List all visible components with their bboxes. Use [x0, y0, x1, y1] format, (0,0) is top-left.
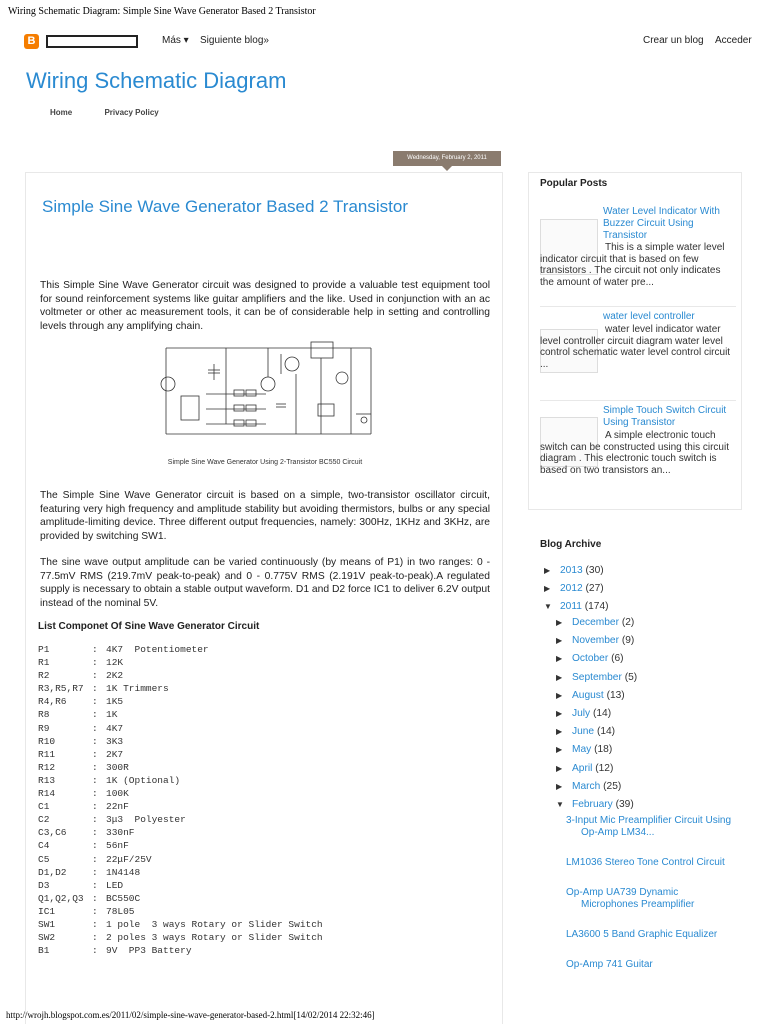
part-value: BC550C	[106, 892, 141, 904]
part-row	[38, 892, 323, 905]
create-blog-link[interactable]: Crear un blog	[643, 35, 704, 46]
part-value: 3μ3 Polyester	[106, 814, 186, 826]
part-row	[38, 879, 323, 892]
popular-post-item	[540, 405, 735, 505]
expand-triangle-icon[interactable]: ▶	[556, 636, 563, 646]
part-ref: R11	[38, 748, 56, 760]
archive-month-november[interactable]	[556, 635, 634, 646]
archive-month-link[interactable]: May	[572, 744, 592, 756]
archive-year-2013[interactable]	[544, 565, 604, 576]
part-value: 2 poles 3 ways Rotary or Slider Switch	[106, 932, 323, 944]
part-separator: :	[92, 644, 98, 655]
part-value: 22μF/25V	[106, 853, 152, 865]
part-value: 1K	[106, 709, 118, 721]
part-ref: C2	[38, 814, 50, 826]
archive-month-june[interactable]	[556, 726, 615, 737]
archive-month-april[interactable]	[556, 763, 613, 774]
part-ref: SW2	[38, 932, 56, 944]
part-ref: Q1,Q2,Q3	[38, 892, 84, 904]
popular-post-title[interactable]: water level controller	[603, 311, 695, 322]
part-row	[38, 839, 323, 852]
archive-month-link[interactable]: November	[572, 635, 619, 647]
part-value: 1K Trimmers	[106, 683, 169, 695]
archive-month-july[interactable]	[556, 708, 611, 719]
part-ref: R8	[38, 709, 50, 721]
part-ref: C3,C6	[38, 827, 67, 839]
part-ref: R4,R6	[38, 696, 67, 708]
expand-triangle-icon[interactable]: ▶	[556, 763, 563, 773]
part-ref: R13	[38, 774, 56, 786]
part-separator: :	[92, 918, 98, 930]
part-separator: :	[92, 788, 98, 800]
part-ref: P1	[38, 644, 50, 655]
archive-month-link[interactable]: April	[572, 762, 593, 774]
part-value: 300R	[106, 761, 129, 773]
part-ref: SW1	[38, 918, 56, 930]
part-ref: IC1	[38, 905, 56, 917]
archive-month-september[interactable]	[556, 672, 637, 683]
archive-year-link[interactable]: 2013	[560, 565, 583, 576]
part-ref: C4	[38, 840, 50, 852]
archive-post-link[interactable]: LM1036 Stereo Tone Control Circuit	[566, 857, 725, 868]
expand-triangle-icon[interactable]: ▶	[556, 690, 563, 700]
popular-post-snippet: This is a simple water level indicator circuit that is based on few transistors . The circuit not only indicates the amount of water pre...	[540, 242, 725, 288]
part-separator: :	[92, 748, 98, 760]
part-separator: :	[92, 892, 98, 904]
popular-post-title[interactable]: Water Level Indicator With Buzzer Circuit Using Transistor	[603, 206, 720, 241]
expand-triangle-icon[interactable]: ▶	[556, 781, 563, 791]
page-tabs	[50, 108, 189, 117]
archive-count: (30)	[585, 565, 604, 576]
part-value: 1K5	[106, 696, 124, 708]
archive-month-link[interactable]: October	[572, 653, 609, 665]
archive-month-link[interactable]: July	[572, 708, 591, 719]
post-paragraph-output: The sine wave output amplitude can be varied continuously (by means of P1) in two ranges: 0 - 77.5mV RMS (219.7mV peak-to-peak) and 0 - 0.775V RMS (2.191V peak-to-peak).A regulated supply is necessary to obtain a stable output waveform. D1 and D2 force IC1 to deliver 6.2V output instead of the nominal 5V.	[40, 557, 490, 609]
part-separator: :	[92, 945, 98, 957]
part-row	[38, 735, 323, 748]
popular-post-item	[540, 205, 735, 301]
post-date-badge: Wednesday, February 2, 2011	[393, 151, 501, 166]
part-value: 330nF	[106, 827, 135, 839]
part-value: 2K2	[106, 670, 124, 682]
part-row	[38, 682, 323, 695]
part-value: 56nF	[106, 840, 129, 852]
part-value: 22nF	[106, 801, 129, 813]
expand-triangle-icon[interactable]: ▶	[556, 745, 563, 755]
parts-list-heading: List Componet Of Sine Wave Generator Circuit	[38, 621, 260, 632]
popular-post-item	[540, 311, 735, 397]
part-ref: C1	[38, 801, 50, 813]
date-badge-arrow	[442, 166, 452, 171]
blogger-logo-icon[interactable]: B	[24, 34, 39, 49]
popular-post-title[interactable]: Simple Touch Switch Circuit Using Transistor	[603, 405, 727, 428]
part-value: 3K3	[106, 735, 124, 747]
popular-posts-heading: Popular Posts	[540, 178, 608, 189]
part-row	[38, 944, 323, 957]
blog-title[interactable]: Wiring Schematic Diagram	[26, 68, 287, 93]
browser-page-title: Wiring Schematic Diagram: Simple Sine Wave Generator Based 2 Transistor	[8, 6, 316, 17]
part-row	[38, 656, 323, 669]
part-row	[38, 905, 323, 918]
popular-post-divider	[540, 400, 736, 401]
part-value: 1N4148	[106, 866, 141, 878]
archive-count: (14)	[592, 708, 612, 719]
part-value: 4K7	[106, 722, 124, 734]
archive-count: (12)	[595, 762, 614, 774]
part-row	[38, 931, 323, 944]
archive-post-link[interactable]: LA3600 5 Band Graphic Equalizer	[566, 929, 718, 940]
post-paragraph-intro: This Simple Sine Wave Generator circuit was designed to provide a valuable test equipment tool for sound reinforcement systems like guitar amplifiers and the like. Used in conjunction with an ac voltmeter or other ac measurement tools, it can be of considerable help in setting and controlling levels through any amplifying chain.	[40, 280, 490, 332]
popular-post-snippet: A simple electronic touch switch can be constructed using this circuit diagram . This electronic touch switch is based on two transistors an...	[540, 430, 729, 476]
part-value: 100K	[106, 788, 129, 800]
part-row	[38, 695, 323, 708]
part-row	[38, 748, 323, 761]
part-row	[38, 787, 323, 800]
part-separator: :	[92, 696, 98, 708]
part-separator: :	[92, 774, 98, 786]
archive-year-2011[interactable]	[544, 601, 609, 612]
post-title[interactable]: Simple Sine Wave Generator Based 2 Transistor	[42, 197, 408, 216]
part-separator: :	[92, 814, 98, 826]
archive-month-link[interactable]: September	[572, 671, 622, 683]
part-separator: :	[92, 827, 98, 839]
part-row	[38, 826, 323, 839]
archive-month-link[interactable]: June	[572, 726, 595, 738]
archive-count: (14)	[596, 726, 616, 738]
part-separator: :	[92, 853, 98, 865]
post-paragraph-description: The Simple Sine Wave Generator circuit is based on a simple, two-transistor oscillator circuit, featuring very high frequency and amplitude stability but avoiding thermistors, bulbs or any special amplitude-limiting device. Three different output frequencies, namely: 300Hz, 1KHz and 3KHz, are provided by switching SW1.	[40, 490, 490, 542]
part-row	[38, 866, 323, 879]
archive-month-link[interactable]: December	[572, 617, 619, 628]
archive-count: (6)	[611, 653, 624, 665]
blogger-navbar	[0, 30, 768, 54]
archive-count: (13)	[606, 689, 625, 701]
part-row	[38, 774, 323, 787]
part-ref: R3,R5,R7	[38, 683, 84, 695]
tab-privacy-policy[interactable]: Privacy Policy	[104, 108, 159, 117]
part-value: LED	[106, 879, 124, 891]
part-separator: :	[92, 657, 98, 669]
part-ref: R2	[38, 670, 50, 682]
archive-count: (174)	[584, 601, 609, 612]
part-row	[38, 800, 323, 813]
navbar-search-input[interactable]	[46, 35, 138, 48]
part-ref: R1	[38, 657, 50, 669]
part-separator: :	[92, 905, 98, 917]
popular-post-snippet: water level indicator water level controller circuit diagram water level control schematic water level control circuit ...	[540, 324, 731, 370]
part-value: 1K (Optional)	[106, 774, 181, 786]
part-value: 1 pole 3 ways Rotary or Slider Switch	[106, 918, 323, 930]
tab-home[interactable]: Home	[50, 108, 73, 117]
part-value: 2K7	[106, 748, 124, 760]
expand-triangle-icon[interactable]: ▶	[544, 566, 551, 575]
archive-count: (27)	[585, 583, 604, 594]
part-ref: R9	[38, 722, 50, 734]
expand-triangle-icon[interactable]: ▶	[556, 727, 563, 737]
part-ref: R14	[38, 788, 56, 800]
expand-triangle-icon[interactable]: ▶	[556, 618, 563, 627]
archive-post-link[interactable]: 3-Input Mic Preamplifier Circuit Using Op-Amp LM34...	[566, 815, 732, 838]
expand-triangle-icon[interactable]: ▶	[556, 672, 563, 682]
archive-month-february[interactable]	[556, 799, 634, 810]
part-row	[38, 853, 323, 866]
part-value: 12K	[106, 657, 124, 669]
archive-month-august[interactable]	[556, 690, 625, 701]
part-ref: B1	[38, 945, 50, 957]
part-separator: :	[92, 840, 98, 852]
sign-in-link[interactable]: Acceder	[715, 35, 752, 46]
part-separator: :	[92, 709, 98, 721]
part-separator: :	[92, 722, 98, 734]
archive-count: (9)	[621, 635, 635, 647]
archive-post-link[interactable]: Op-Amp UA739 Dynamic Microphones Preamplifier	[566, 887, 695, 910]
part-separator: :	[92, 801, 98, 813]
part-separator: :	[92, 735, 98, 747]
archive-count: (2)	[621, 617, 635, 628]
expand-triangle-icon[interactable]: ▶	[556, 709, 563, 718]
part-row	[38, 708, 323, 721]
expand-triangle-icon[interactable]: ▶	[556, 654, 563, 664]
part-value: 9V PP3 Battery	[106, 945, 192, 957]
collapse-triangle-icon[interactable]: ▼	[556, 800, 564, 809]
schematic-caption: Simple Sine Wave Generator Using 2-Transistor BC550 Circuit	[167, 459, 363, 466]
popular-post-divider	[540, 306, 736, 307]
part-row	[38, 813, 323, 826]
archive-month-link[interactable]: February	[572, 799, 613, 810]
part-separator: :	[92, 683, 98, 695]
parts-list	[38, 643, 323, 957]
more-menu-button[interactable]: Más ▾	[162, 35, 189, 46]
next-blog-link[interactable]: Siguiente blog»	[200, 35, 269, 46]
blog-archive-heading: Blog Archive	[540, 539, 602, 550]
archive-post-link[interactable]: Op-Amp 741 Guitar	[566, 959, 653, 970]
part-ref: C5	[38, 853, 50, 865]
part-value: 4K7 Potentiometer	[106, 644, 209, 655]
circuit-schematic-image[interactable]	[146, 334, 382, 456]
part-separator: :	[92, 670, 98, 682]
archive-count: (39)	[615, 799, 634, 810]
archive-year-2012[interactable]	[544, 583, 604, 594]
archive-year-link[interactable]: 2012	[560, 583, 583, 594]
part-ref: R12	[38, 761, 56, 773]
part-row	[38, 669, 323, 682]
part-separator: :	[92, 932, 98, 944]
part-ref: D3	[38, 879, 50, 891]
part-separator: :	[92, 866, 98, 878]
archive-count: (5)	[624, 671, 638, 683]
archive-month-may[interactable]	[556, 744, 612, 755]
part-row	[38, 722, 323, 735]
part-separator: :	[92, 761, 98, 773]
archive-month-link[interactable]: August	[572, 689, 604, 701]
archive-month-october[interactable]	[556, 653, 624, 664]
archive-month-december[interactable]	[556, 617, 634, 628]
archive-count: (18)	[594, 744, 613, 756]
part-separator: :	[92, 879, 98, 891]
part-row	[38, 761, 323, 774]
collapse-triangle-icon[interactable]: ▼	[544, 602, 552, 611]
part-row	[38, 918, 323, 931]
footer-url: http://wrojh.blogspot.com.es/2011/02/simple-sine-wave-generator-based-2.html[14/02/2014 22:32:46]	[6, 1010, 375, 1020]
part-value: 78L05	[106, 905, 135, 917]
expand-triangle-icon[interactable]: ▶	[544, 584, 551, 593]
part-ref: D1,D2	[38, 866, 67, 878]
part-ref: R10	[38, 735, 56, 747]
archive-year-link[interactable]: 2011	[560, 601, 582, 612]
part-row	[38, 643, 323, 656]
archive-count: (25)	[603, 780, 622, 792]
archive-month-link[interactable]: March	[572, 780, 601, 792]
archive-month-march[interactable]	[556, 781, 621, 792]
